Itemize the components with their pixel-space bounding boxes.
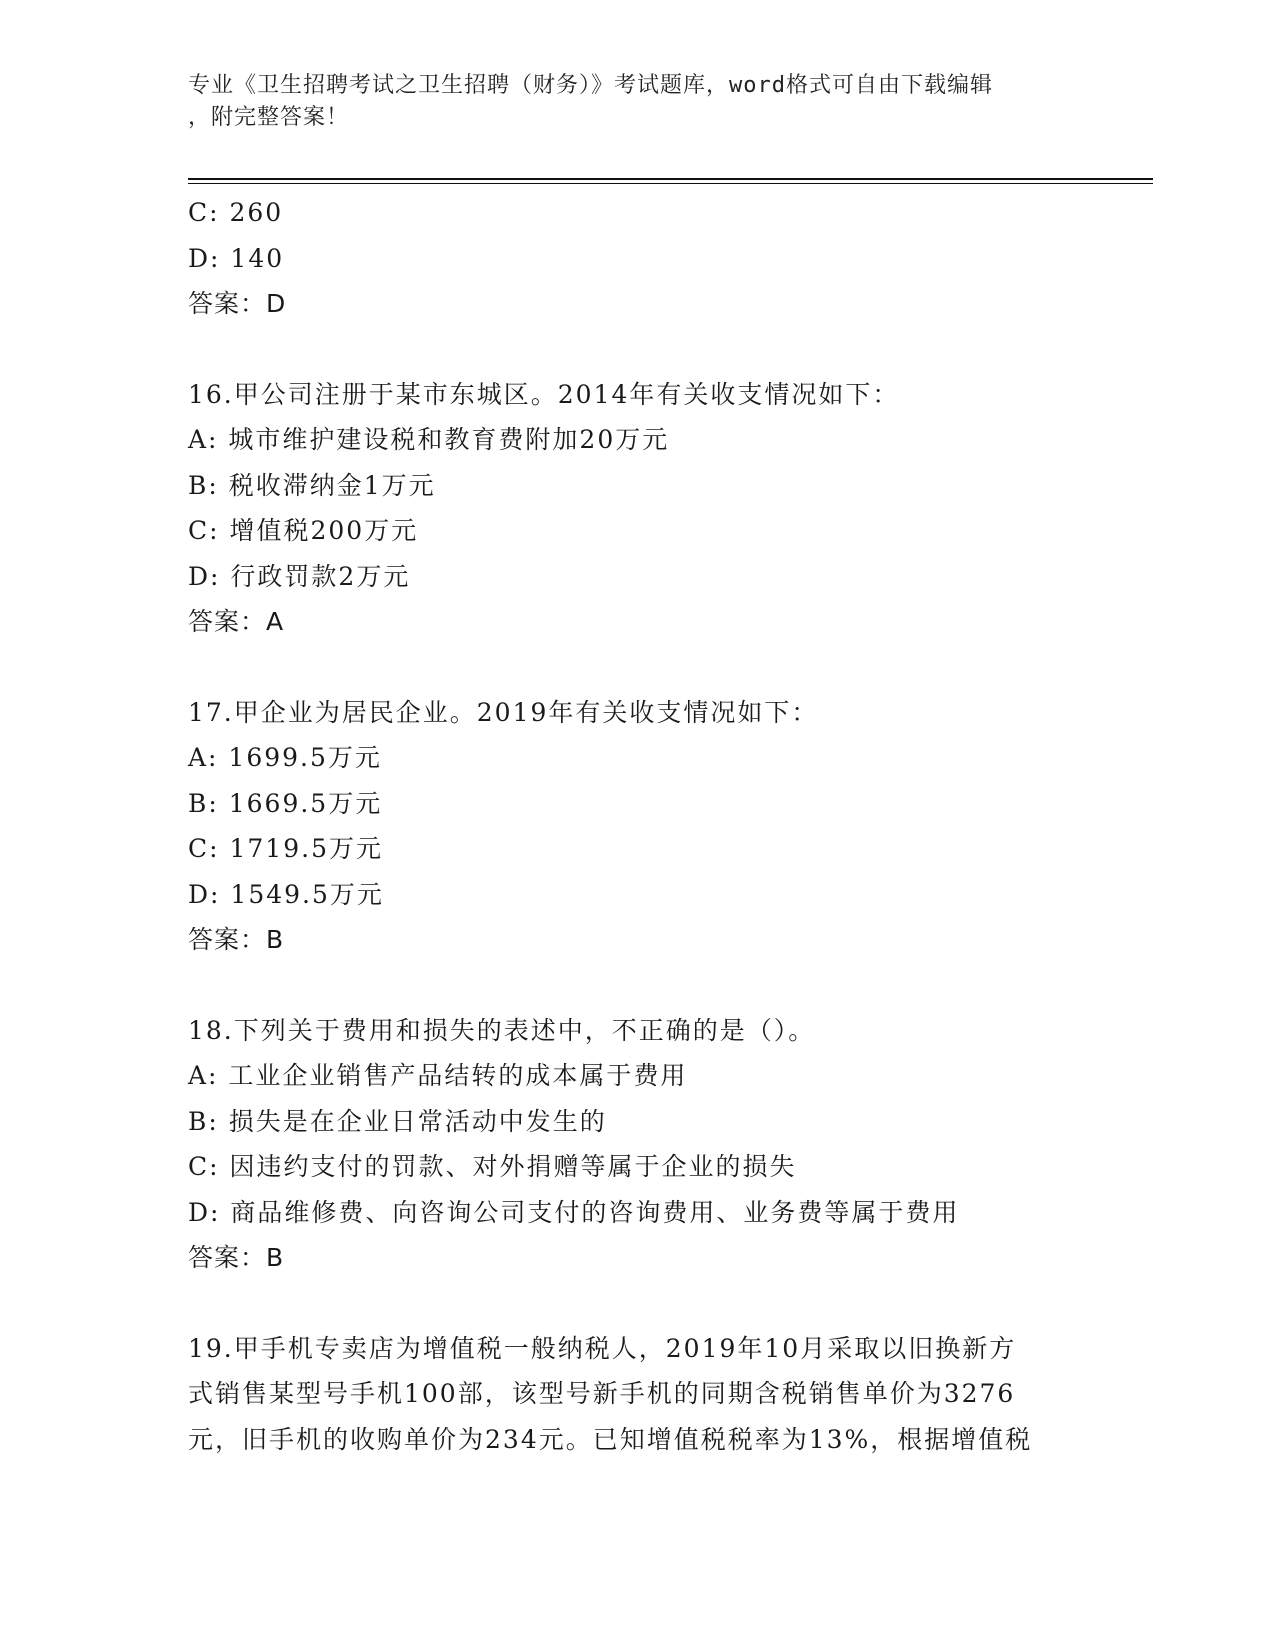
option-b: B: 税收滞纳金1万元 bbox=[188, 470, 436, 500]
option-c: C: 增值税200万元 bbox=[188, 516, 419, 545]
question-stem: 16.甲公司注册于某市东城区。2014年有关收支情况如下： bbox=[188, 379, 900, 409]
answer-label: 答案：A bbox=[188, 607, 285, 636]
header-rule-thick bbox=[188, 178, 1153, 180]
question-stem: 17.甲企业为居民企业。2019年有关收支情况如下： bbox=[188, 697, 819, 727]
option-a: A: 1699.5万元 bbox=[188, 743, 382, 772]
option-d: D: 行政罚款2万元 bbox=[188, 561, 411, 591]
option-d: D: 商品维修费、向咨询公司支付的咨询费用、业务费等属于费用 bbox=[188, 1197, 960, 1227]
option-a: A: 城市维护建设税和教育费附加20万元 bbox=[188, 425, 670, 454]
question-16 bbox=[188, 372, 1088, 645]
option-b: B: 损失是在企业日常活动中发生的 bbox=[188, 1106, 607, 1136]
option-d: D: 140 bbox=[188, 243, 285, 273]
answer-label: 答案：B bbox=[188, 925, 285, 954]
question-stem-line-3: 元，旧手机的收购单价为234元。已知增值税税率为13%，根据增值税 bbox=[188, 1424, 1033, 1454]
question-17 bbox=[188, 690, 1088, 963]
option-d: D: 1549.5万元 bbox=[188, 879, 384, 909]
document-header bbox=[188, 70, 1068, 134]
answer-label: 答案：D bbox=[188, 289, 287, 318]
option-b: B: 1669.5万元 bbox=[188, 788, 383, 818]
question-stem: 18.下列关于费用和损失的表述中，不正确的是（）。 bbox=[188, 1015, 816, 1045]
answer-label: 答案：B bbox=[188, 1243, 285, 1272]
option-c: C: 因违约支付的罚款、对外捐赠等属于企业的损失 bbox=[188, 1152, 797, 1181]
option-c: C: 260 bbox=[188, 198, 284, 227]
spacer bbox=[188, 645, 1088, 690]
question-19 bbox=[188, 1326, 1088, 1463]
question-stem-line-1: 19.甲手机专卖店为增值税一般纳税人，2019年10月采取以旧换新方 bbox=[188, 1333, 1017, 1363]
header-rule-thin bbox=[188, 183, 1153, 184]
question-15-continuation bbox=[188, 190, 1088, 327]
spacer bbox=[188, 1281, 1088, 1326]
spacer bbox=[188, 327, 1088, 372]
question-stem-line-2: 式销售某型号手机100部，该型号新手机的同期含税销售单价为3276 bbox=[188, 1379, 1016, 1408]
header-line-1: 专业《卫生招聘考试之卫生招聘（财务）》考试题库，word格式可自由下载编辑 bbox=[188, 73, 993, 98]
question-18 bbox=[188, 1008, 1088, 1281]
spacer bbox=[188, 963, 1088, 1008]
header-line-2: ，附完整答案！ bbox=[188, 105, 350, 130]
option-c: C: 1719.5万元 bbox=[188, 834, 383, 863]
question-list bbox=[188, 190, 1088, 1462]
option-a: A: 工业企业销售产品结转的成本属于费用 bbox=[188, 1061, 688, 1090]
